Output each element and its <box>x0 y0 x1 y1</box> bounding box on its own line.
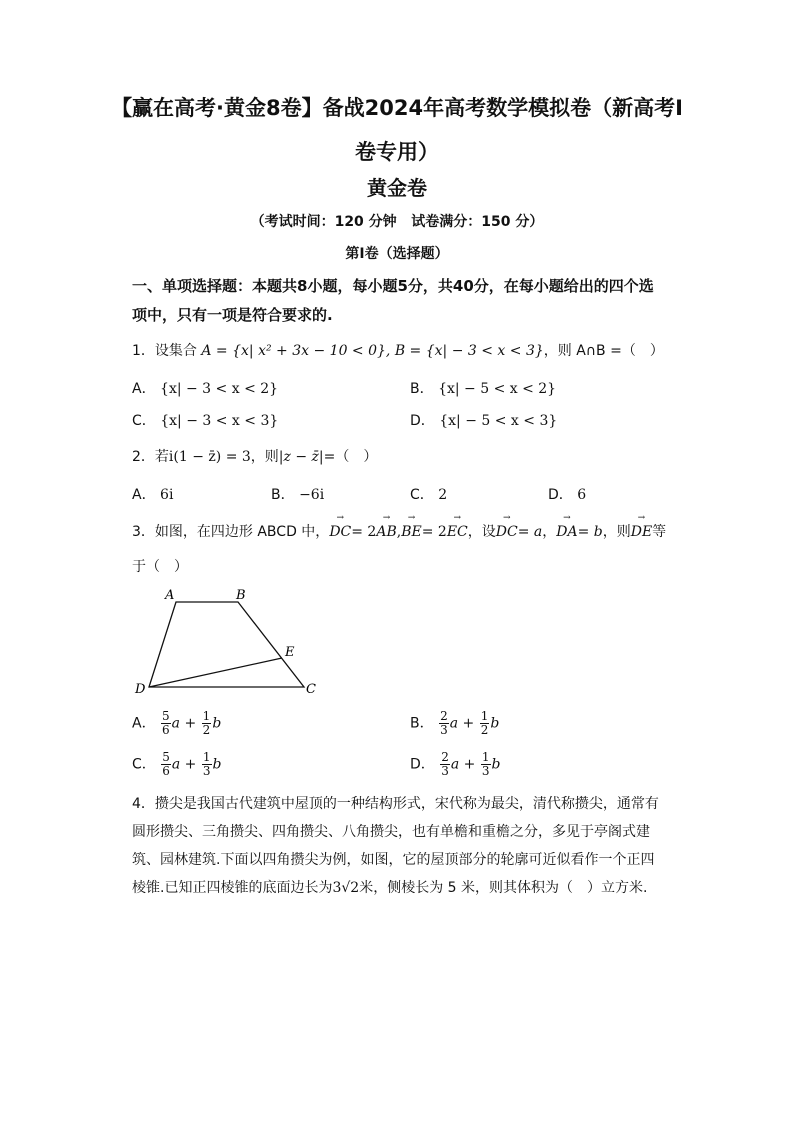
vector-de: → DE <box>631 524 652 540</box>
quadrilateral-figure <box>132 582 322 694</box>
option-text: {x| − 3 < x < 3} <box>160 413 279 429</box>
option-label: B． <box>410 715 434 732</box>
option-label: D． <box>410 413 435 429</box>
option-label: C． <box>132 756 156 773</box>
page-title: 【赢在高考·黄金8卷】备战2024年高考数学模拟卷（新高考Ⅰ卷专用） <box>111 96 683 164</box>
q2-option-c[interactable] <box>410 484 447 504</box>
q3-option-a[interactable]: A． $\frac{5}{6}$ a + $\frac{1}{2}$ b <box>132 709 222 737</box>
label-c: C <box>306 682 316 694</box>
q4-text-2: 米，侧棱长为 5 米，则其体积为（ ）立方米. <box>359 880 648 896</box>
q3-eq-b: = b <box>577 524 603 540</box>
q3-line2: 于（ ） <box>132 559 188 575</box>
option-label: D． <box>548 487 573 503</box>
vector-ec: → EC <box>447 524 468 540</box>
q2-expression: |z − z̄| <box>278 449 324 465</box>
option-text: {x| − 5 < x < 3} <box>439 413 558 429</box>
option-text: {x| − 3 < x < 2} <box>160 381 279 397</box>
volume-title: 第Ⅰ卷（选择题） <box>345 246 449 262</box>
q3-eq-a: = a <box>517 524 543 540</box>
q2-prefix: 2．若 <box>132 449 169 465</box>
q1-option-b[interactable] <box>410 378 556 398</box>
q2-option-d[interactable] <box>548 484 586 504</box>
page-subtitle: 黄金卷 <box>367 176 427 200</box>
q1-option-d[interactable] <box>410 410 557 430</box>
q1-ask: ，则 A∩B =（ ） <box>543 343 664 359</box>
option-text: 2 <box>438 487 448 503</box>
q3-eq: = 2 <box>421 524 447 540</box>
option-text: 6 <box>577 487 587 503</box>
q1-option-c[interactable] <box>132 410 278 430</box>
q3-tail: 等 <box>652 524 667 540</box>
option-text: {x| − 5 < x < 2} <box>438 381 557 397</box>
vector-ab: → AB <box>376 524 396 540</box>
question-2 <box>132 446 377 466</box>
label-a: A <box>165 588 175 603</box>
option-label: B． <box>410 381 434 397</box>
option-label: A． <box>132 487 156 503</box>
q3-prefix: 3．如图，在四边形 ABCD 中， <box>132 524 330 540</box>
segment-de <box>149 658 282 687</box>
q1-option-a[interactable] <box>132 378 278 398</box>
q3-option-c[interactable]: C． $\frac{5}{6}$ a + $\frac{1}{3}$ b <box>132 750 222 778</box>
exam-info: （考试时间：120 分钟 试卷满分：150 分） <box>250 214 544 230</box>
q4-edge-length: 3√2 <box>332 880 360 896</box>
q4-text: 4．攒尖是我国古代建筑中屋顶的一种结构形式，宋代称为最尖，清代称攒尖，通常有圆形攒尖、三角攒尖、四角攒尖、八角攒尖，也有单檐和重檐之分，多见于亭阁式建筑、园林建筑.下面以四角攒尖为例，如图，它的屋顶部分的轮廓可近似看作一个正四棱锥.已知正四棱锥的底面边长为 <box>132 796 659 896</box>
question-3: 3．如图，在四边形 ABCD 中，→ DC= 2→ AB,→ BE= 2→ EC，设→ DC= a，→ DA= b，则→ DE等 <box>132 521 666 541</box>
vector-be: → BE <box>401 524 422 540</box>
label-e: E <box>285 645 295 660</box>
q2-option-b[interactable] <box>271 484 324 504</box>
q3-option-d[interactable]: D． $\frac{2}{3}$ a + $\frac{1}{3}$ b <box>410 750 501 778</box>
q2-mid: ，则 <box>250 449 279 465</box>
q1-prefix: 1．设集合 <box>132 343 197 359</box>
vector-da: → DA <box>556 524 577 540</box>
q1-set-a: A = {x| x² + 3x − 10 < 0} <box>201 343 386 359</box>
vector-dc: → DC <box>329 524 351 540</box>
option-text: 6i <box>160 487 174 503</box>
q1-set-b: , B = {x| − 3 < x < 3} <box>385 343 544 359</box>
vector-dc: → DC <box>496 524 518 540</box>
q2-condition: i(1 − z̄) = 3 <box>168 449 251 465</box>
label-b: B <box>236 588 246 603</box>
option-label: B． <box>271 487 295 503</box>
option-label: C． <box>410 487 434 503</box>
option-label: D． <box>410 756 435 773</box>
q3-option-b[interactable]: B． $\frac{2}{3}$ a + $\frac{1}{2}$ b <box>410 709 500 737</box>
quadrilateral-abcd <box>149 602 304 687</box>
q3-eq: = 2 <box>351 524 377 540</box>
option-label: A． <box>132 381 156 397</box>
label-d: D <box>135 682 146 694</box>
question-1 <box>132 340 664 360</box>
question-4 <box>132 790 662 902</box>
q3-ask: ，则 <box>602 524 631 540</box>
q3-set: ，设 <box>467 524 496 540</box>
q2-ask: =（ ） <box>323 449 378 465</box>
option-label: A． <box>132 715 156 732</box>
section-heading: 一、单项选择题：本题共8小题，每小题5分，共40分，在每小题给出的四个选项中，只有一项是符合要求的. <box>132 277 654 324</box>
option-text: −6i <box>299 487 325 503</box>
q2-option-a[interactable] <box>132 484 173 504</box>
option-label: C． <box>132 413 156 429</box>
